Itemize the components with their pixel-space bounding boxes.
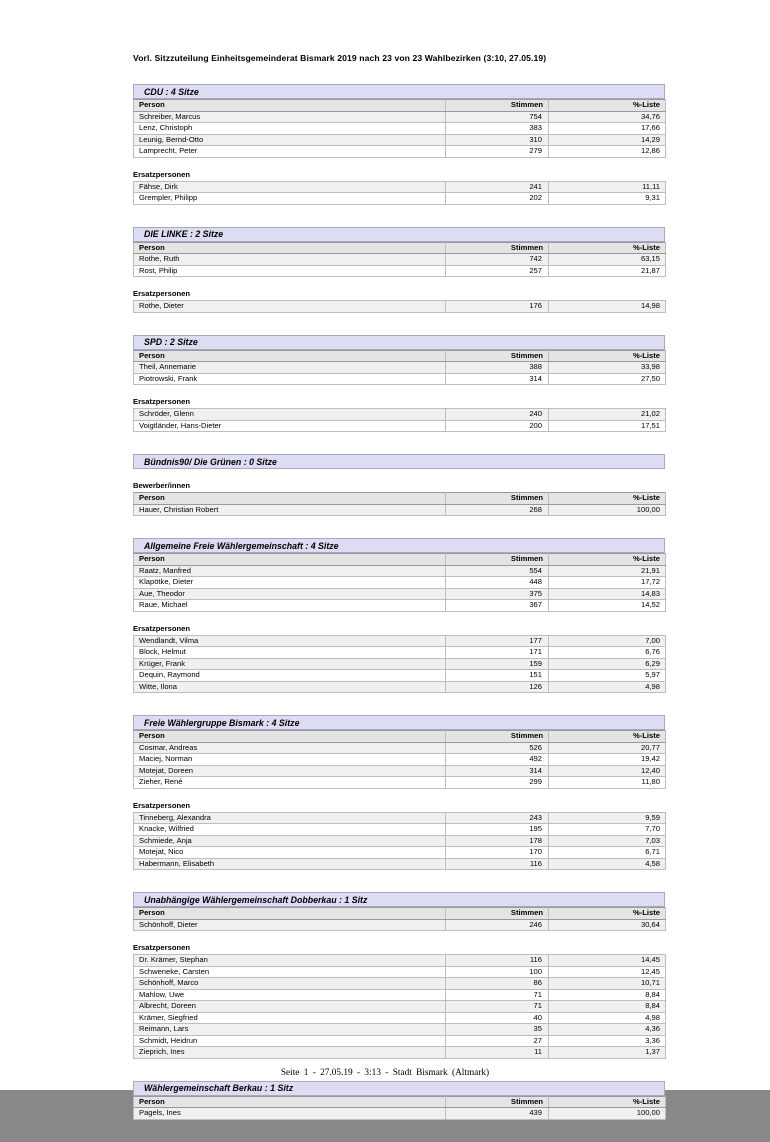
cell-person: Krämer, Siegfried [134, 1012, 446, 1024]
cell-person: Albrecht, Doreen [134, 1001, 446, 1013]
party-section [133, 715, 665, 870]
cell-stimmen: 86 [446, 978, 549, 990]
candidate-row [134, 670, 666, 682]
cell-stimmen: 126 [446, 681, 549, 693]
cell-stimmen: 310 [446, 134, 549, 146]
candidate-row [134, 681, 666, 693]
cell-stimmen: 159 [446, 658, 549, 670]
column-header-row [134, 1096, 666, 1108]
cell-person: Wendlandt, Vilma [134, 635, 446, 647]
cell-stimmen: 314 [446, 373, 549, 385]
cell-stimmen: 171 [446, 647, 549, 659]
cell-liste: 27,50 [549, 373, 666, 385]
cell-person: Dr. Krämer, Stephan [134, 955, 446, 967]
cell-stimmen: 177 [446, 635, 549, 647]
party-section [133, 335, 665, 433]
cell-person: Maciej, Norman [134, 754, 446, 766]
party-section-title: DIE LINKE : 2 Sitze [133, 227, 665, 242]
cell-stimmen: 178 [446, 835, 549, 847]
candidate-row [134, 777, 666, 789]
cell-liste: 21,87 [549, 265, 666, 277]
cell-liste: 7,03 [549, 835, 666, 847]
candidate-row [134, 123, 666, 135]
column-header-stimmen: Stimmen [446, 100, 549, 112]
cell-liste: 21,91 [549, 565, 666, 577]
cell-liste: 6,29 [549, 658, 666, 670]
candidate-table [133, 99, 666, 158]
cell-stimmen: 492 [446, 754, 549, 766]
cell-stimmen: 367 [446, 600, 549, 612]
candidate-row [134, 742, 666, 754]
candidate-row [134, 858, 666, 870]
cell-liste: 20,77 [549, 742, 666, 754]
cell-liste: 10,71 [549, 978, 666, 990]
cell-stimmen: 375 [446, 588, 549, 600]
cell-liste: 33,98 [549, 362, 666, 374]
cell-person: Voigtländer, Hans-Dieter [134, 420, 446, 432]
cell-liste: 12,45 [549, 966, 666, 978]
group-label: Ersatzpersonen [133, 800, 190, 810]
candidate-row [134, 111, 666, 123]
cell-liste: 11,80 [549, 777, 666, 789]
column-header-stimmen: Stimmen [446, 350, 549, 362]
column-header-stimmen: Stimmen [446, 731, 549, 743]
candidate-row [134, 565, 666, 577]
cell-person: Rothe, Dieter [134, 301, 446, 313]
candidate-table [133, 635, 666, 694]
column-header-person: Person [134, 350, 446, 362]
candidate-row [134, 504, 666, 516]
cell-person: Tinneberg, Alexandra [134, 812, 446, 824]
column-header-person: Person [134, 242, 446, 254]
candidate-row [134, 362, 666, 374]
candidate-row [134, 1024, 666, 1036]
cell-liste: 17,51 [549, 420, 666, 432]
cell-stimmen: 35 [446, 1024, 549, 1036]
party-section [133, 1081, 665, 1120]
cell-liste: 8,84 [549, 1001, 666, 1013]
column-header-liste: %-Liste [549, 908, 666, 920]
cell-stimmen: 27 [446, 1035, 549, 1047]
cell-stimmen: 40 [446, 1012, 549, 1024]
cell-person: Schweneke, Carsten [134, 966, 446, 978]
cell-person: Leunig, Bernd-Otto [134, 134, 446, 146]
page-title: Vorl. Sitzzuteilung Einheitsgemeinderat Bismark 2019 nach 23 von 23 Wahlbezirken (3:10, 27.05.19) [133, 53, 547, 63]
cell-stimmen: 526 [446, 742, 549, 754]
document-content [133, 0, 665, 1142]
column-header-stimmen: Stimmen [446, 908, 549, 920]
candidate-table [133, 1096, 666, 1120]
cell-person: Mahlow, Uwe [134, 989, 446, 1001]
party-section-title: Freie Wählergruppe Bismark : 4 Sitze [133, 715, 665, 730]
cell-stimmen: 754 [446, 111, 549, 123]
cell-liste: 17,72 [549, 577, 666, 589]
candidate-row [134, 1035, 666, 1047]
column-header-person: Person [134, 908, 446, 920]
party-section-title: Wählergemeinschaft Berkau : 1 Sitz [133, 1081, 665, 1096]
cell-stimmen: 279 [446, 146, 549, 158]
party-section [133, 84, 665, 205]
column-header-liste: %-Liste [549, 100, 666, 112]
cell-stimmen: 243 [446, 812, 549, 824]
cell-stimmen: 257 [446, 265, 549, 277]
cell-liste: 4,36 [549, 1024, 666, 1036]
party-section-title: Unabhängige Wählergemeinschaft Dobberkau : 1 Sitz [133, 892, 665, 907]
group-label: Ersatzpersonen [133, 397, 190, 406]
candidate-table [133, 242, 666, 278]
column-header-stimmen: Stimmen [446, 1096, 549, 1108]
cell-person: Schmidt, Heidrun [134, 1035, 446, 1047]
column-header-row [134, 908, 666, 920]
party-section [133, 454, 665, 516]
column-header-person: Person [134, 493, 446, 505]
cell-stimmen: 195 [446, 824, 549, 836]
cell-person: Witte, Ilona [134, 681, 446, 693]
cell-liste: 17,66 [549, 123, 666, 135]
column-header-row [134, 242, 666, 254]
candidate-row [134, 812, 666, 824]
cell-person: Lenz, Christoph [134, 123, 446, 135]
cell-liste: 7,00 [549, 635, 666, 647]
cell-person: Grempler, Philipp [134, 193, 446, 205]
party-section [133, 892, 665, 1059]
candidate-table [133, 350, 666, 386]
column-header-liste: %-Liste [549, 1096, 666, 1108]
column-header-liste: %-Liste [549, 554, 666, 566]
candidate-row [134, 978, 666, 990]
column-header-person: Person [134, 554, 446, 566]
cell-person: Motejat, Nico [134, 847, 446, 859]
candidate-row [134, 647, 666, 659]
cell-liste: 100,00 [549, 504, 666, 516]
candidate-table [133, 553, 666, 612]
column-header-row [134, 493, 666, 505]
cell-person: Klapötke, Dieter [134, 577, 446, 589]
cell-person: Schönhoff, Marco [134, 978, 446, 990]
candidate-row [134, 409, 666, 421]
cell-person: Schreiber, Marcus [134, 111, 446, 123]
page-footer: Seite 1 - 27.05.19 - 3:13 - Stadt Bismark (Altmark) [280, 1068, 490, 1078]
cell-person: Rothe, Ruth [134, 254, 446, 266]
cell-liste: 6,76 [549, 647, 666, 659]
candidate-row [134, 146, 666, 158]
cell-stimmen: 11 [446, 1047, 549, 1059]
cell-liste: 8,84 [549, 989, 666, 1001]
cell-person: Dequin, Raymond [134, 670, 446, 682]
column-header-stimmen: Stimmen [446, 493, 549, 505]
cell-stimmen: 200 [446, 420, 549, 432]
candidate-table [133, 730, 666, 789]
cell-person: Hauer, Christian Robert [134, 504, 446, 516]
candidate-row [134, 600, 666, 612]
cell-stimmen: 246 [446, 919, 549, 931]
candidate-row [134, 1047, 666, 1059]
column-header-stimmen: Stimmen [446, 554, 549, 566]
cell-stimmen: 299 [446, 777, 549, 789]
cell-stimmen: 100 [446, 966, 549, 978]
cell-stimmen: 241 [446, 181, 549, 193]
candidate-row [134, 835, 666, 847]
cell-person: Lamprecht, Peter [134, 146, 446, 158]
group-label: Ersatzpersonen [133, 169, 190, 179]
candidate-row [134, 765, 666, 777]
cell-stimmen: 554 [446, 565, 549, 577]
cell-liste: 9,31 [549, 193, 666, 205]
cell-person: Schmiede, Anja [134, 835, 446, 847]
cell-person: Raatz, Manfred [134, 565, 446, 577]
column-header-person: Person [134, 100, 446, 112]
candidate-row [134, 824, 666, 836]
cell-stimmen: 71 [446, 1001, 549, 1013]
candidate-row [134, 1108, 666, 1120]
candidate-table [133, 408, 666, 432]
party-section-title: Bündnis90/ Die Grünen : 0 Sitze [133, 454, 665, 469]
cell-liste: 30,64 [549, 919, 666, 931]
cell-liste: 12,40 [549, 765, 666, 777]
cell-stimmen: 383 [446, 123, 549, 135]
candidate-row [134, 420, 666, 432]
sections [133, 84, 665, 1120]
cell-stimmen: 151 [446, 670, 549, 682]
candidate-row [134, 577, 666, 589]
column-header-liste: %-Liste [549, 242, 666, 254]
cell-liste: 3,36 [549, 1035, 666, 1047]
party-section [133, 227, 665, 313]
candidate-table [133, 907, 666, 931]
candidate-row [134, 919, 666, 931]
cell-stimmen: 176 [446, 301, 549, 313]
cell-person: Reimann, Lars [134, 1024, 446, 1036]
cell-person: Cosmar, Andreas [134, 742, 446, 754]
cell-liste: 14,29 [549, 134, 666, 146]
column-header-liste: %-Liste [549, 731, 666, 743]
cell-person: Pagels, Ines [134, 1108, 446, 1120]
cell-stimmen: 170 [446, 847, 549, 859]
candidate-table [133, 181, 666, 205]
candidate-row [134, 966, 666, 978]
cell-liste: 14,83 [549, 588, 666, 600]
column-header-liste: %-Liste [549, 350, 666, 362]
cell-person: Habermann, Elisabeth [134, 858, 446, 870]
candidate-row [134, 658, 666, 670]
column-header-row [134, 350, 666, 362]
party-section [133, 538, 665, 693]
cell-person: Piotrowski, Frank [134, 373, 446, 385]
cell-stimmen: 268 [446, 504, 549, 516]
cell-liste: 5,97 [549, 670, 666, 682]
candidate-row [134, 265, 666, 277]
candidate-row [134, 955, 666, 967]
cell-liste: 1,37 [549, 1047, 666, 1059]
cell-liste: 4,98 [549, 681, 666, 693]
cell-stimmen: 71 [446, 989, 549, 1001]
group-label: Ersatzpersonen [133, 289, 190, 298]
cell-liste: 9,59 [549, 812, 666, 824]
candidate-row [134, 1001, 666, 1013]
cell-person: Rost, Philip [134, 265, 446, 277]
candidate-row [134, 989, 666, 1001]
cell-liste: 63,15 [549, 254, 666, 266]
column-header-liste: %-Liste [549, 493, 666, 505]
column-header-stimmen: Stimmen [446, 242, 549, 254]
candidate-row [134, 754, 666, 766]
cell-liste: 14,45 [549, 955, 666, 967]
column-header-person: Person [134, 731, 446, 743]
cell-liste: 14,52 [549, 600, 666, 612]
cell-person: Knacke, Wilfried [134, 824, 446, 836]
cell-person: Theil, Annemarie [134, 362, 446, 374]
cell-person: Zieprich, Ines [134, 1047, 446, 1059]
cell-stimmen: 448 [446, 577, 549, 589]
cell-liste: 4,98 [549, 1012, 666, 1024]
candidate-row [134, 588, 666, 600]
cell-person: Motejat, Doreen [134, 765, 446, 777]
cell-liste: 19,42 [549, 754, 666, 766]
candidate-row [134, 1012, 666, 1024]
cell-person: Fähse, Dirk [134, 181, 446, 193]
cell-liste: 12,86 [549, 146, 666, 158]
candidate-row [134, 301, 666, 313]
candidate-row [134, 254, 666, 266]
candidate-table [133, 812, 666, 871]
cell-person: Schönhoff, Dieter [134, 919, 446, 931]
column-header-person: Person [134, 1096, 446, 1108]
cell-stimmen: 202 [446, 193, 549, 205]
cell-person: Block, Helmut [134, 647, 446, 659]
cell-liste: 100,00 [549, 1108, 666, 1120]
party-section-title: SPD : 2 Sitze [133, 335, 665, 350]
candidate-row [134, 635, 666, 647]
candidate-row [134, 193, 666, 205]
cell-person: Krüger, Frank [134, 658, 446, 670]
candidate-table [133, 492, 666, 516]
cell-stimmen: 439 [446, 1108, 549, 1120]
candidate-table [133, 300, 666, 313]
column-header-row [134, 100, 666, 112]
cell-liste: 7,70 [549, 824, 666, 836]
cell-stimmen: 116 [446, 858, 549, 870]
cell-liste: 34,76 [549, 111, 666, 123]
group-label: Ersatzpersonen [133, 623, 190, 633]
cell-person: Zieher, René [134, 777, 446, 789]
group-label: Ersatzpersonen [133, 943, 190, 952]
cell-stimmen: 116 [446, 955, 549, 967]
candidate-row [134, 847, 666, 859]
cell-person: Raue, Michael [134, 600, 446, 612]
cell-liste: 11,11 [549, 181, 666, 193]
candidate-row [134, 134, 666, 146]
column-header-row [134, 731, 666, 743]
candidate-row [134, 181, 666, 193]
cell-liste: 4,58 [549, 858, 666, 870]
cell-stimmen: 388 [446, 362, 549, 374]
column-header-row [134, 554, 666, 566]
cell-stimmen: 314 [446, 765, 549, 777]
group-label: Bewerber/innen [133, 481, 190, 490]
cell-stimmen: 742 [446, 254, 549, 266]
cell-liste: 14,98 [549, 301, 666, 313]
cell-person: Aue, Theodor [134, 588, 446, 600]
cell-stimmen: 240 [446, 409, 549, 421]
cell-liste: 21,02 [549, 409, 666, 421]
candidate-row [134, 373, 666, 385]
party-section-title: Allgemeine Freie Wählergemeinschaft : 4 Sitze [133, 538, 665, 553]
cell-person: Schröder, Glenn [134, 409, 446, 421]
cell-liste: 6,71 [549, 847, 666, 859]
candidate-table [133, 954, 666, 1059]
party-section-title: CDU : 4 Sitze [133, 84, 665, 99]
